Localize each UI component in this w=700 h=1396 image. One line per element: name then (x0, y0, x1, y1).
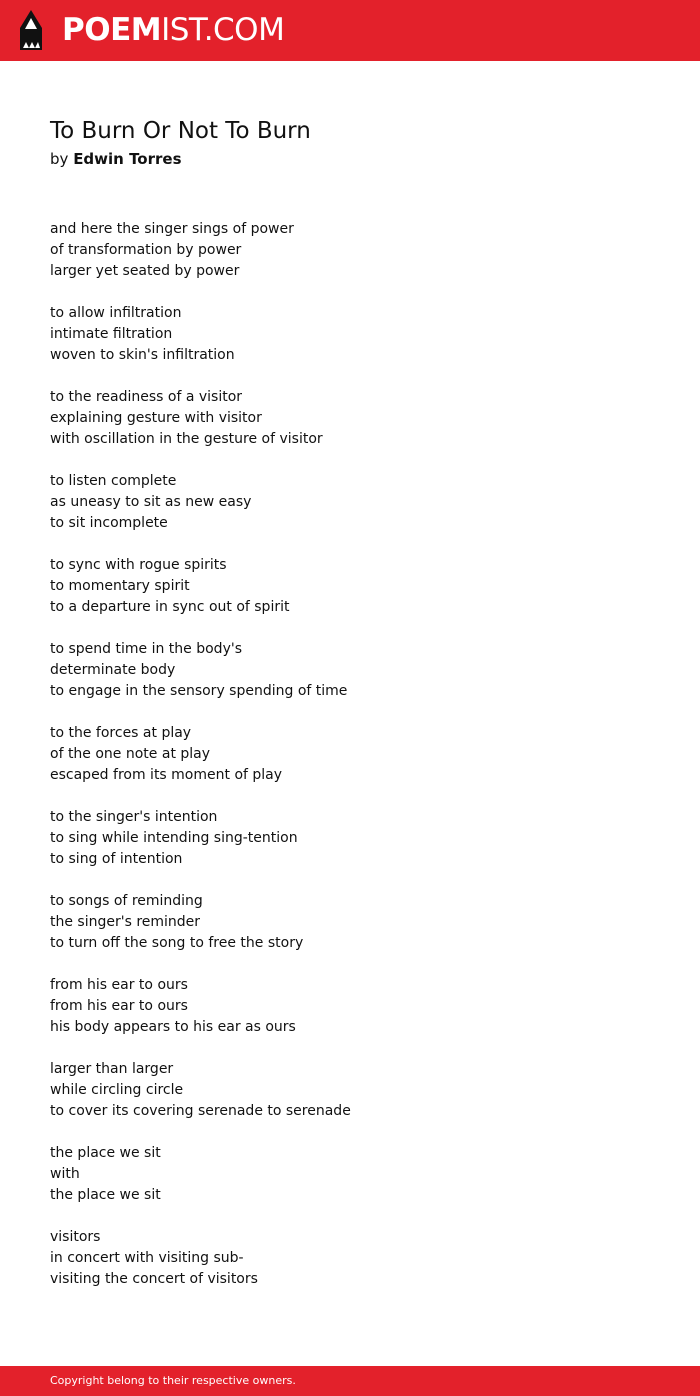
poem-line: to allow infiltration (50, 305, 182, 321)
poem-line: visitors (50, 1229, 101, 1245)
poem-line: visiting the concert of visitors (50, 1271, 258, 1287)
poem-line: from his ear to ours (50, 998, 188, 1014)
poem-line: to the forces at play (50, 725, 192, 741)
poem-line: to listen complete (50, 473, 177, 489)
poem-line: explaining gesture with visitor (50, 410, 262, 426)
stanza (50, 1059, 650, 1122)
poem-line: as uneasy to sit as new easy (50, 494, 252, 510)
poem-line: larger than larger (50, 1061, 174, 1077)
site-footer (0, 1366, 700, 1396)
poem-line: to sing of intention (50, 851, 183, 867)
poem-line: from his ear to ours (50, 977, 188, 993)
site-logo[interactable] (62, 12, 284, 48)
poem-line: woven to skin's infiltration (50, 347, 235, 363)
poem-line: of transformation by power (50, 242, 242, 258)
poem-line: determinate body (50, 662, 176, 678)
poem-line: to sit incomplete (50, 515, 168, 531)
poem-line: to songs of reminding (50, 893, 203, 909)
poem-line: while circling circle (50, 1082, 184, 1098)
stanza (50, 807, 650, 870)
stanza (50, 219, 650, 282)
copyright-text: Copyright belong to their respective owners. (50, 1374, 296, 1387)
poem-body (50, 219, 650, 1311)
poem-line: to turn off the song to free the story (50, 935, 304, 951)
stanza (50, 891, 650, 954)
stanza (50, 387, 650, 450)
logo-text-light: IST.COM (161, 12, 285, 48)
poem-line: to cover its covering serenade to serenade (50, 1103, 351, 1119)
poem-title: To Burn Or Not To Burn (50, 118, 311, 144)
stanza (50, 1143, 650, 1206)
poem-line: with oscillation in the gesture of visitor (50, 431, 323, 447)
poem-line: to the singer's intention (50, 809, 218, 825)
poem-line: intimate filtration (50, 326, 173, 342)
by-label: by (50, 150, 69, 168)
stanza (50, 471, 650, 534)
author-name: Edwin Torres (73, 150, 182, 168)
stanza (50, 975, 650, 1038)
stanza (50, 723, 650, 786)
poem-line: to engage in the sensory spending of time (50, 683, 348, 699)
poem-line: to sing while intending sing-tention (50, 830, 298, 846)
poem-line: the place we sit (50, 1187, 161, 1203)
poem-line: in concert with visiting sub- (50, 1250, 244, 1266)
byline (50, 148, 182, 170)
poem-line: to spend time in the body's (50, 641, 242, 657)
stanza (50, 1227, 650, 1290)
poem-line: and here the singer sings of power (50, 221, 294, 237)
poem-line: to momentary spirit (50, 578, 190, 594)
stanza (50, 639, 650, 702)
poem-line: to sync with rogue spirits (50, 557, 227, 573)
poem-line: the place we sit (50, 1145, 161, 1161)
poem-line: to a departure in sync out of spirit (50, 599, 290, 615)
poem-line: escaped from its moment of play (50, 767, 283, 783)
stanza (50, 555, 650, 618)
poem-line: to the readiness of a visitor (50, 389, 243, 405)
poem-line: of the one note at play (50, 746, 211, 762)
poem-line: his body appears to his ear as ours (50, 1019, 296, 1035)
poem-line: the singer's reminder (50, 914, 201, 930)
pencil-icon[interactable] (17, 10, 45, 52)
poem-line: with (50, 1166, 80, 1182)
logo-text-bold: POEM (62, 12, 162, 48)
site-header (0, 0, 700, 61)
stanza (50, 303, 650, 366)
poem-line: larger yet seated by power (50, 263, 240, 279)
